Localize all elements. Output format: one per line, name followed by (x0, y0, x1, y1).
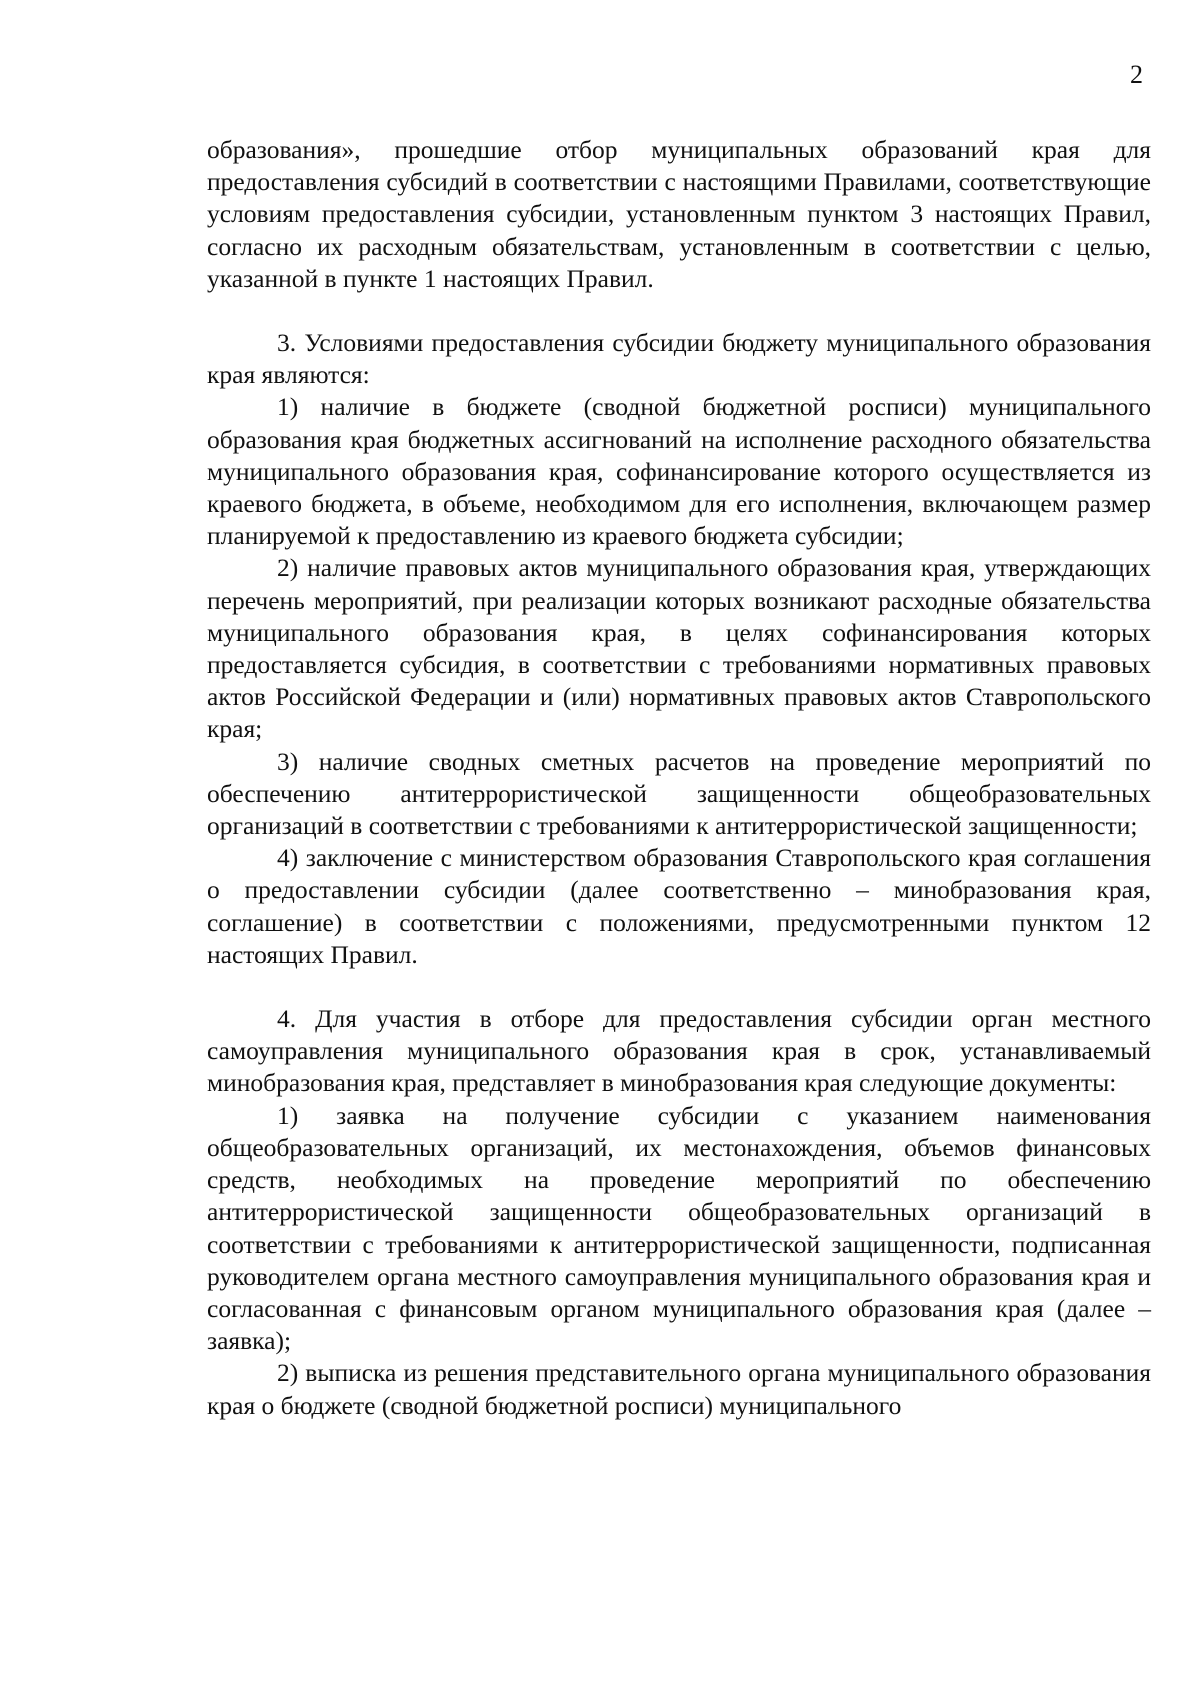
page-number: 2 (1130, 60, 1143, 89)
paragraph-condition-2: 2) наличие правовых актов муниципального образования края, утверждающих перечень мероприятий, при реализации которых возникают расходные обязательства муниципального образования края, в целях софинансирования которых предоставляется субсидия, в соответствии с требованиями нормативных правовых актов Российской Федерации и (или) нормативных правовых актов Ставропольского края; (207, 553, 1151, 744)
paragraph-document-2: 2) выписка из решения представительного органа муниципального образования края о бюджете (сводной бюджетной росписи) муниципального (207, 1358, 1151, 1420)
paragraph-condition-3: 3) наличие сводных сметных расчетов на проведение мероприятий по обеспечению антитеррористической защищенности общеобразовательных организаций в соответствии с требованиями к антитеррористической защищенности; (207, 746, 1151, 841)
paragraph-section-4: 4. Для участия в отборе для предоставления субсидии орган местного самоуправления муниципального образования края в срок, устанавливаемый минобразования края, представляет в минобразования края следующие документы: (207, 1004, 1151, 1098)
paragraph-section-3: 3. Условиями предоставления субсидии бюджету муниципального образования края являются: (207, 328, 1151, 390)
paragraph-condition-1: 1) наличие в бюджете (сводной бюджетной росписи) муниципального образования края бюджетных ассигнований на исполнение расходного обязательства муниципального образования края, софинансирование которого осуществляется из краевого бюджета, в объеме, необходимом для его исполнения, включающем размер планируемой к предоставлению из краевого бюджета субсидии; (207, 392, 1151, 551)
paragraph-document-1: 1) заявка на получение субсидии с указанием наименования общеобразовательных организаций, их местонахождения, объемов финансовых средств, необходимых на проведение мероприятий по обеспечению антитеррористической защищенности общеобразовательных организаций в соответствии с требованиями к антитеррористической защищенности, подписанная руководителем органа местного самоуправления муниципального образования края и согласованная с финансовым органом муниципального образования края (далее – заявка); (207, 1100, 1151, 1356)
document-body (207, 134, 1151, 1422)
paragraph-continuation: образования», прошедшие отбор муниципальных образований края для предоставления субсидий в соответствии с настоящими Правилами, соответствующие условиям предоставления субсидии, установленным пунктом 3 настоящих Правил, согласно их расходным обязательствам, установленным в соответствии с целью, указанной в пункте 1 настоящих Правил. (207, 135, 1151, 293)
paragraph-condition-4: 4) заключение с министерством образования Ставропольского края соглашения о предоставлении субсидии (далее соответственно – минобразования края, соглашение) в соответствии с положениями, предусмотренными пунктом 12 настоящих Правил. (207, 843, 1151, 969)
